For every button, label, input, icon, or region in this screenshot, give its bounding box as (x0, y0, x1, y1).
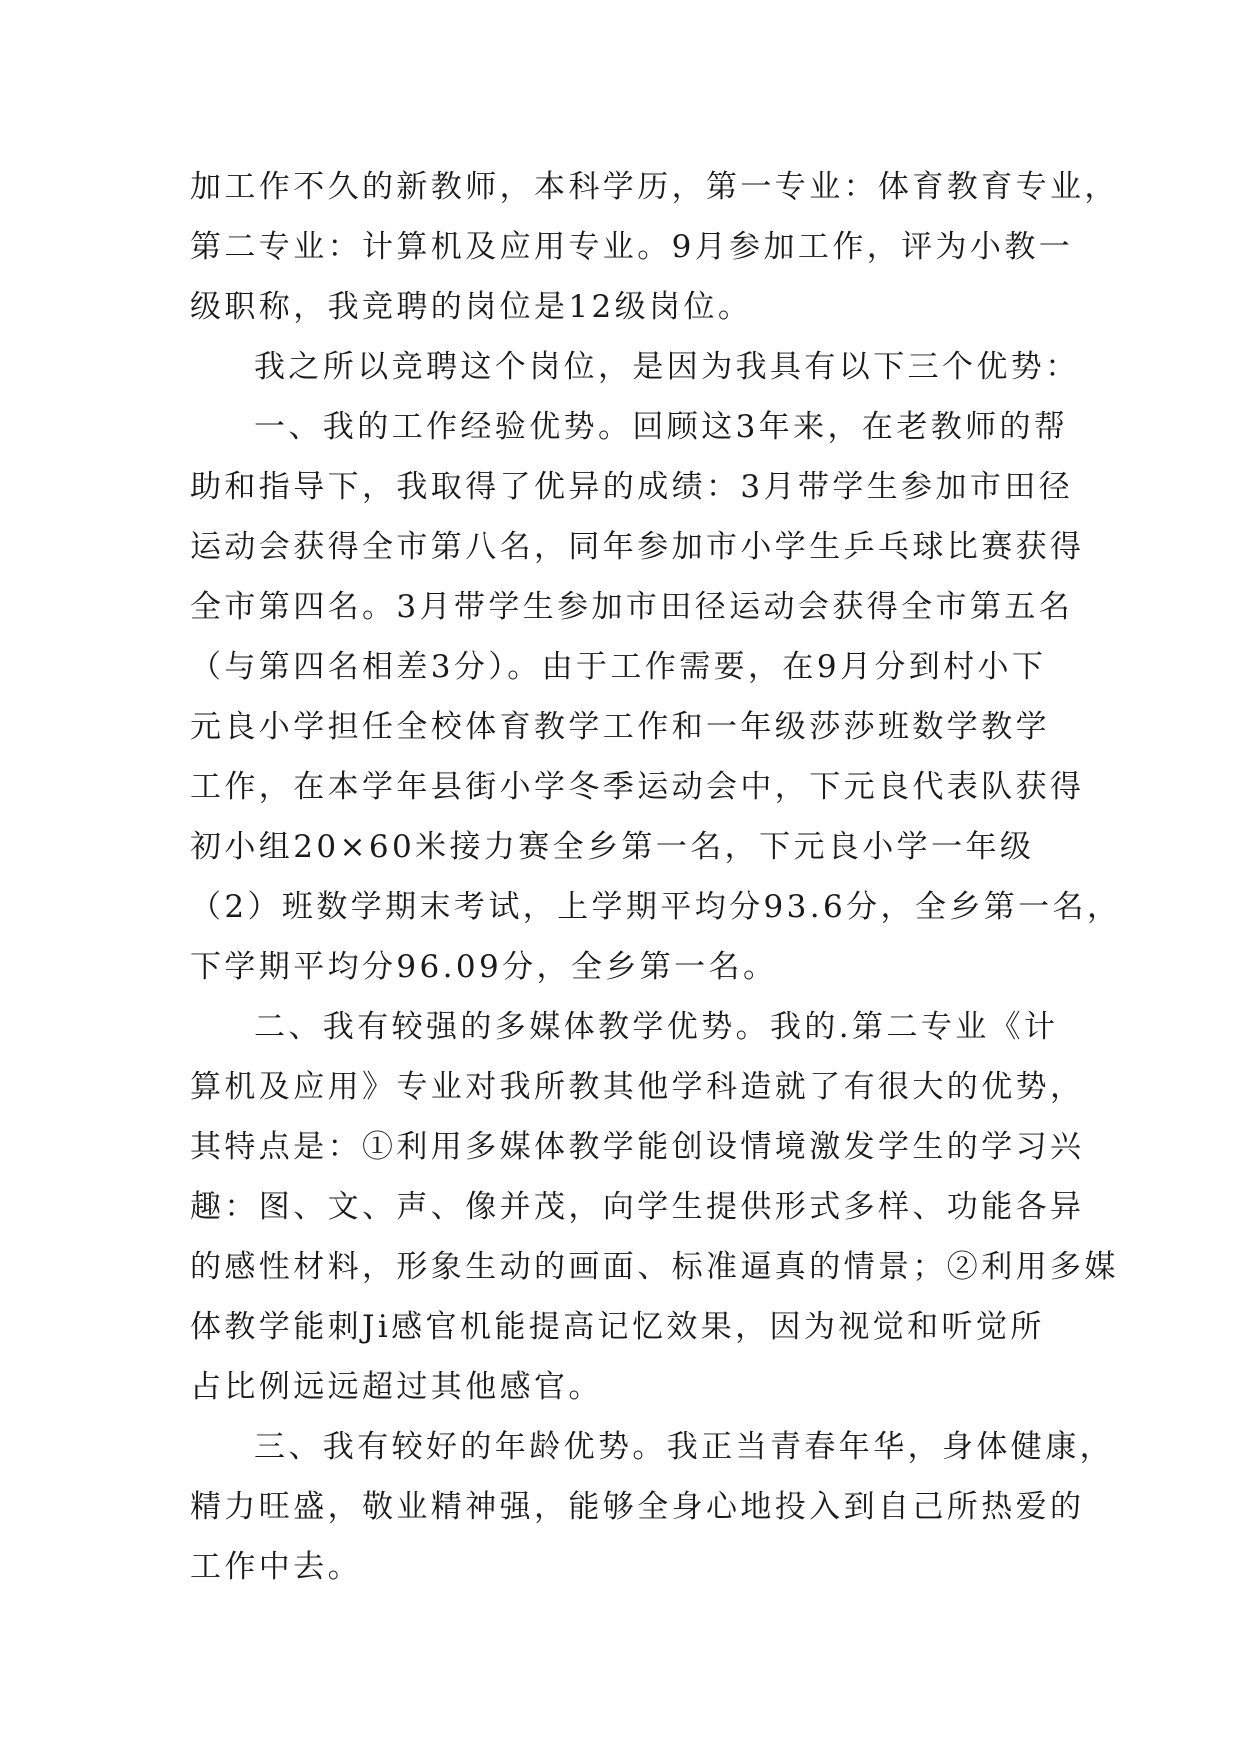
text-line: 体教学能刺Ji感官机能提高记忆效果，因为视觉和听觉所 (190, 1309, 1045, 1345)
text-line: 初小组20×60米接力赛全乡第一名，下元良小学一年级 (190, 829, 1035, 865)
paragraph-2-heading: 二、我有较强的多媒体教学优势。我的.第二专业《计 (254, 1009, 1059, 1045)
text-line: 第二专业：计算机及应用专业。9月参加工作，评为小教一 (190, 229, 1074, 265)
text-line: 算机及应用》专业对我所教其他学科造就了有很大的优势， (190, 1069, 1085, 1105)
text-line: 级职称，我竞聘的岗位是12级岗位。 (190, 289, 753, 325)
text-line: 元良小学担任全校体育教学工作和一年级莎莎班数学教学 (190, 709, 1050, 745)
paragraph-3-heading: 三、我有较好的年龄优势。我正当青春年华，身体健康， (254, 1429, 1114, 1465)
text-line: 加工作不久的新教师，本科学历，第一专业：体育教育专业， (190, 169, 1119, 205)
text-line: 精力旺盛，敬业精神强，能够全身心地投入到自己所热爱的 (190, 1489, 1085, 1525)
text-line: 工作中去。 (190, 1549, 362, 1585)
text-line: 的感性材料，形象生动的画面、标准逼真的情景；②利用多媒 (190, 1249, 1119, 1285)
text-line: 运动会获得全市第八名，同年参加市小学生乒乓球比赛获得 (190, 529, 1085, 565)
text-line: 下学期平均分96.09分，全乡第一名。 (190, 949, 778, 985)
paragraph-intro: 我之所以竞聘这个岗位，是因为我具有以下三个优势： (254, 349, 1080, 385)
text-line: （2）班数学期末考试，上学期平均分93.6分，全乡第一名， (190, 889, 1122, 925)
text-line: （与第四名相差3分）。由于工作需要，在9月分到村小下 (190, 649, 1047, 685)
text-line: 全市第四名。3月带学生参加市田径运动会获得全市第五名 (190, 589, 1074, 625)
paragraph-1-heading: 一、我的工作经验优势。回顾这3年来，在老教师的帮 (254, 409, 1069, 445)
text-line: 趣：图、文、声、像并茂，向学生提供形式多样、功能各异 (190, 1189, 1085, 1225)
text-line: 工作，在本学年县街小学冬季运动会中，下元良代表队获得 (190, 769, 1085, 805)
text-line: 助和指导下，我取得了优异的成绩：3月带学生参加市田径 (190, 469, 1074, 505)
document-page (190, 157, 1122, 1597)
text-line: 其特点是：①利用多媒体教学能创设情境激发学生的学习兴 (190, 1129, 1085, 1165)
text-line: 占比例远远超过其他感官。 (190, 1369, 603, 1405)
